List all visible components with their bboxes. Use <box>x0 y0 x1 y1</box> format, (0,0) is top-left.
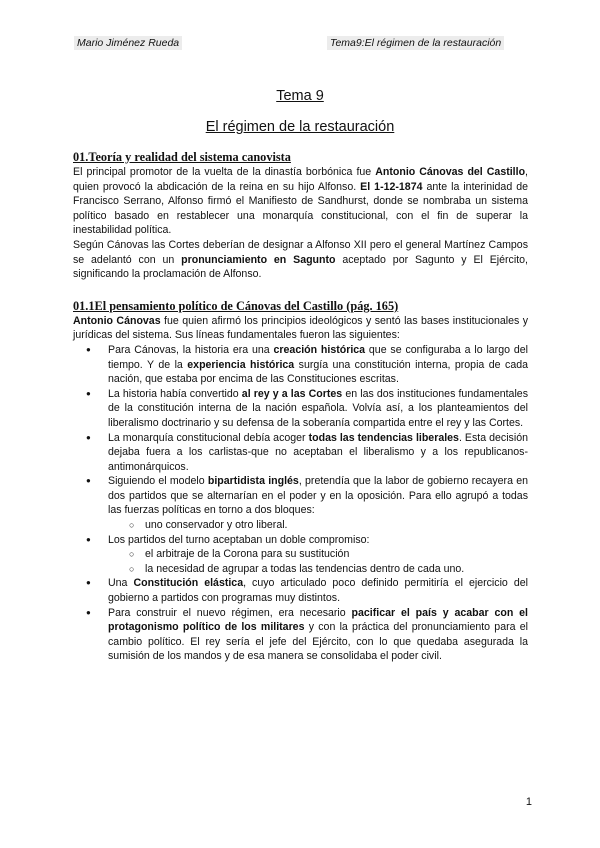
bullet-list <box>73 343 528 664</box>
page-number: 1 <box>525 796 532 808</box>
document-body <box>73 150 528 664</box>
sub-list-item: ○ la necesidad de agrupar a todas las tendencias dentro de cada uno. <box>73 562 528 577</box>
sub-list-item: ○ el arbitraje de la Corona para su sustitución <box>73 547 528 562</box>
list-item: ● Para Cánovas, la historia era una creación histórica que se configuraba a lo largo del tiempo. Y de la experiencia histórica surgía una constitución interna, propia de cada nación, que estaba por encima de las Constituciones escritas. <box>73 343 528 387</box>
list-item: ● La monarquía constitucional debía acoger todas las tendencias liberales. Esta decisión dejaba fuera a los carlistas-que no aceptaban el liberalismo y a los republicanos-antimonárquicos. <box>73 431 528 475</box>
page-title: Tema 9 <box>276 88 324 104</box>
paragraph-1: El principal promotor de la vuelta de la dinastía borbónica fue Antonio Cánovas del Castillo, quien provocó la abdicación de la reina en su hijo Alfonso. El 1-12-1874 ante la interinidad de Francisco Serrano, Alfonso firmó el Manifiesto de Sandhurst, donde se nombraba un sistema político basado en restablecer una monarquía constitucional, con el fin de superar la inestabilidad política. <box>73 166 528 237</box>
paragraph-2: Según Cánovas las Cortes deberían de designar a Alfonso XII pero el general Martínez Campos se adelantó con un pronunciamiento en Sagunto aceptado por Sagunto y El Ejército, significando la proclamación de Alfonso. <box>73 238 528 281</box>
sub-list <box>108 518 528 533</box>
list-item: ● Para construir el nuevo régimen, era necesario pacificar el país y acabar con el protagonismo político de los militares y con la práctica del pronunciamiento para el cambio político. El rey sería el jefe del Ejército, con lo que quedaba asegurada la sumisión de los mandos y de esa manera se consolidaba el poder civil. <box>73 606 528 664</box>
header-topic: Tema9:El régimen de la restauración <box>327 36 504 50</box>
list-item: ● La historia había convertido al rey y a las Cortes en las dos instituciones fundamentales de la constitución interna de la nación española. Volvía así, a los planteamientos del liberalismo doctrinario y su defensa de la soberanía compartida entre el rey y las Cortes. <box>73 387 528 431</box>
section-heading-2: 01.1El pensamiento político de Cánovas del Castillo (pág. 165) <box>73 298 399 313</box>
paragraph-intro: Antonio Cánovas fue quien afirmó los principios ideológicos y sentó las bases institucionales y jurídicas del sistema. Sus líneas fundamentales fueron las siguientes: <box>73 314 529 342</box>
list-item: ● Los partidos del turno aceptaban un doble compromiso: ○ el arbitraje de la Corona para su sustitución ○ la necesidad de agrupar a todas las tendencias dentro de cada uno. <box>73 533 528 577</box>
header-author: Mario Jiménez Rueda <box>74 36 182 50</box>
page-subtitle: El régimen de la restauración <box>205 119 395 135</box>
sub-list-item: ○ uno conservador y otro liberal. <box>73 518 528 533</box>
sub-list <box>108 547 528 576</box>
list-item: ● Siguiendo el modelo bipartidista inglés, pretendía que la labor de gobierno recayera en dos partidos que se alternarían en el poder y en la oposición. Para ello agrupó a todas las fuerzas políticas en torno a dos bloques: ○ uno conservador y otro liberal. <box>73 474 528 532</box>
section-heading-1: 01.Teoría y realidad del sistema canovista <box>73 150 291 164</box>
list-item: ● Una Constitución elástica, cuyo articulado poco definido permitiría el ejercicio del gobierno a partidos con programas muy distintos. <box>73 576 528 605</box>
